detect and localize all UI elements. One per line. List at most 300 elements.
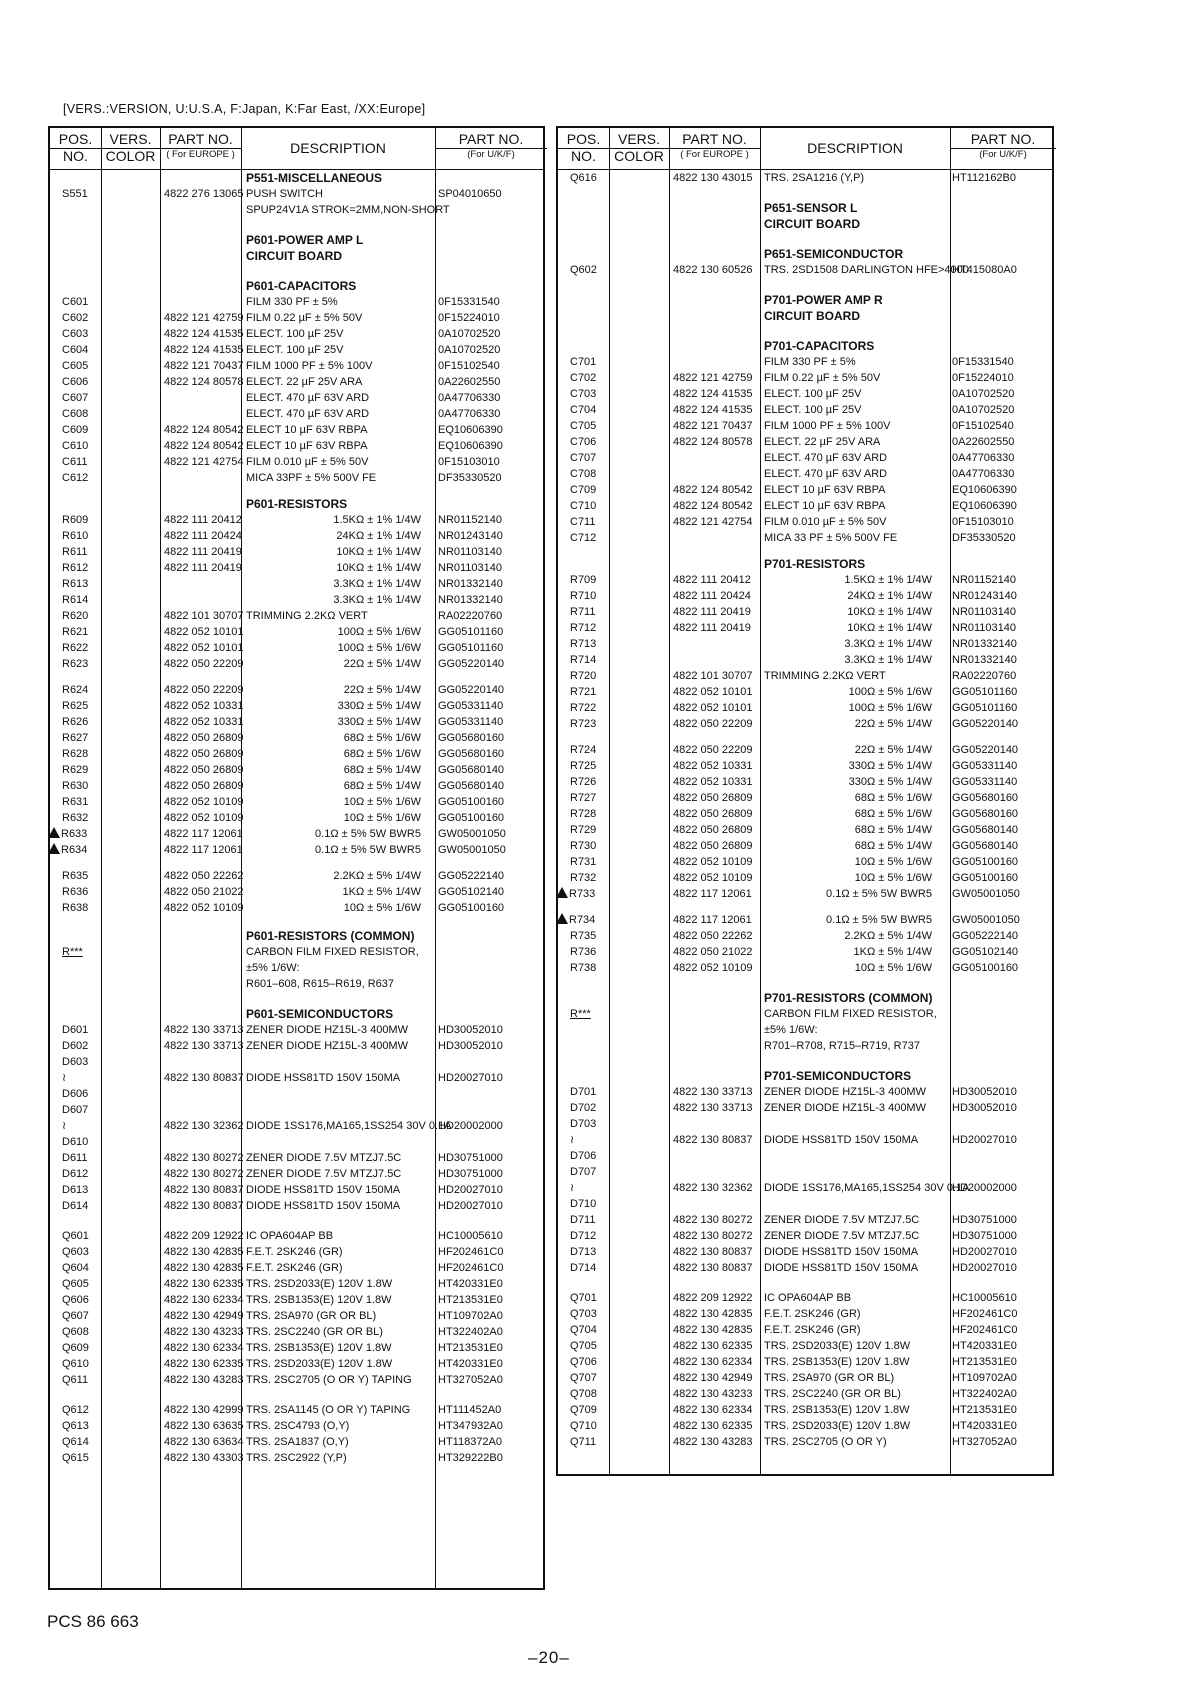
table-row (50, 1308, 543, 1324)
pos-no: Q612 (62, 1404, 89, 1416)
description: 1.5KΩ ± 1% 1/4W (844, 574, 932, 586)
part-no-ukf: EQ10606390 (438, 440, 503, 452)
table-row (558, 854, 1052, 870)
description: 68Ω ± 5% 1/4W (343, 780, 421, 792)
part-no-ukf: HT109702A0 (952, 1372, 1017, 1384)
description: 3.3KΩ ± 1% 1/4W (333, 578, 421, 590)
pos-no: S551 (62, 188, 88, 200)
pos-no: R732 (570, 872, 597, 884)
pos-no: Q616 (570, 172, 597, 184)
part-no-ukf: 0F15102540 (952, 420, 1014, 432)
pos-no: R724 (570, 744, 597, 756)
description: TRS. 2SC2240 (GR OR BL) (764, 1388, 901, 1400)
safety-warning-icon (556, 887, 568, 898)
table-row (558, 700, 1052, 716)
part-no-ukf: HT111452A0 (438, 1404, 502, 1416)
description: 0.1Ω ± 5% 5W BWR5 (826, 914, 932, 926)
part-no: 4822 052 10101 (673, 702, 753, 714)
part-no: 4822 111 20419 (673, 622, 751, 634)
header-pos: POS. NO. (566, 131, 601, 164)
table-row (558, 262, 1052, 278)
table-row (50, 1118, 543, 1134)
table-row (558, 790, 1052, 806)
part-no-ukf: HT112162B0 (952, 172, 1017, 184)
pos-no: R627 (62, 732, 89, 744)
table-row (50, 1134, 543, 1150)
part-no: 4822 050 21022 (673, 946, 753, 958)
part-no-ukf: 0A47706330 (438, 408, 501, 420)
part-no: 4822 101 30707 (673, 670, 753, 682)
section-heading (558, 216, 1052, 232)
description: 22Ω ± 5% 1/4W (343, 658, 421, 670)
description: ELECT. 470 µF 63V ARD (246, 392, 370, 404)
pos-no: D614 (62, 1200, 89, 1212)
table-row (50, 1402, 543, 1418)
part-no-ukf: GG05101160 (438, 642, 504, 654)
part-no: 4822 121 42754 (164, 456, 244, 468)
description: 330Ω ± 5% 1/4W (848, 760, 932, 772)
table-row (558, 604, 1052, 620)
part-no: 4822 130 43015 (673, 172, 753, 184)
table-row (50, 640, 543, 656)
table-row (50, 842, 543, 858)
table-row (558, 1418, 1052, 1434)
table-header (50, 128, 543, 170)
description: DIODE 1SS176,MA165,1SS254 30V 0.1A (764, 1182, 970, 1194)
pos-no: D703 (570, 1118, 597, 1130)
table-row (558, 482, 1052, 498)
part-no: 4822 117 12061 (673, 914, 752, 926)
pos-no: C702 (570, 372, 597, 384)
part-no: 4822 130 62334 (673, 1404, 753, 1416)
pos-no: C708 (570, 468, 597, 480)
part-no: 4822 124 41535 (673, 404, 753, 416)
part-no-ukf: HD20002000 (438, 1120, 503, 1132)
part-no: 4822 124 80542 (673, 500, 753, 512)
part-no: 4822 130 80837 (673, 1246, 753, 1258)
description: TRS. 2SD1508 DARLINGTON HFE>4000 (764, 264, 969, 276)
pos-no: Q605 (62, 1278, 89, 1290)
pos-no: Q701 (570, 1292, 597, 1304)
description: TRS. 2SA1145 (O OR Y) TAPING (246, 1404, 411, 1416)
part-no: 4822 209 12922 (673, 1292, 753, 1304)
part-no-ukf: NR01103140 (438, 546, 503, 558)
part-no-ukf: HT415080A0 (952, 264, 1017, 276)
part-no-ukf: NR01332140 (952, 638, 1017, 650)
part-no: 4822 050 22209 (673, 718, 753, 730)
part-no-ukf: NR01332140 (438, 594, 503, 606)
description: DIODE 1SS176,MA165,1SS254 30V 0.1A (246, 1120, 452, 1132)
table-row (558, 806, 1052, 822)
table-row (558, 822, 1052, 838)
part-no: 4822 130 80837 (673, 1262, 753, 1274)
part-no-ukf: GG05331140 (952, 776, 1018, 788)
header-description: DESCRIPTION (290, 140, 386, 156)
table-row (50, 746, 543, 762)
part-no-ukf: HT420331E0 (438, 1358, 503, 1370)
section-heading (558, 200, 1052, 216)
description: F.E.T. 2SK246 (GR) (246, 1262, 343, 1274)
pos-no: C606 (62, 376, 89, 388)
description: ZENER DIODE 7.5V MTZJ7.5C (246, 1152, 402, 1164)
description: 22Ω ± 5% 1/4W (854, 718, 932, 730)
table-row (50, 560, 543, 576)
description: 68Ω ± 5% 1/6W (854, 792, 932, 804)
description: ZENER DIODE 7.5V MTZJ7.5C (764, 1214, 920, 1226)
pos-no: R628 (62, 748, 89, 760)
part-no-ukf: HT213531E0 (952, 1404, 1017, 1416)
part-no-ukf: GG05100160 (952, 962, 1019, 974)
part-no-ukf: HD20027010 (952, 1134, 1017, 1146)
description: TRS. 2SC4793 (O,Y) (246, 1420, 350, 1432)
pos-no: ≀ (570, 1182, 575, 1194)
part-no-ukf: HT327052A0 (438, 1374, 503, 1386)
table-row (558, 870, 1052, 886)
description: ZENER DIODE HZ15L-3 400MW (246, 1040, 408, 1052)
part-no: 4822 050 26809 (673, 808, 753, 820)
part-no: 4822 111 20424 (164, 530, 242, 542)
pos-no: Q614 (62, 1436, 89, 1448)
part-no-ukf: HT213531E0 (952, 1356, 1017, 1368)
section-title: CIRCUIT BOARD (246, 249, 342, 263)
pos-no: Q707 (570, 1372, 597, 1384)
description: 3.3KΩ ± 1% 1/4W (844, 638, 932, 650)
description: F.E.T. 2SK246 (GR) (764, 1308, 861, 1320)
part-no: 4822 052 10109 (673, 962, 753, 974)
pos-no: C703 (570, 388, 597, 400)
section-heading (558, 990, 1052, 1006)
part-no-ukf: 0F15103010 (438, 456, 500, 468)
description: FILM 0.010 µF ± 5% 50V (764, 516, 887, 528)
pos-no: Q709 (570, 1404, 597, 1416)
part-no-ukf: HD30052010 (952, 1086, 1017, 1098)
section-heading (558, 292, 1052, 308)
part-no-ukf: HF202461C0 (952, 1324, 1018, 1336)
description: TRS. 2SC2240 (GR OR BL) (246, 1326, 383, 1338)
table-row (50, 186, 543, 202)
description: TRS. 2SC2922 (Y,P) (246, 1452, 347, 1464)
part-no-ukf: 0F15224010 (438, 312, 500, 324)
part-no: 4822 130 32362 (164, 1120, 244, 1132)
table-row (50, 422, 543, 438)
part-no: 4822 130 33713 (164, 1024, 244, 1036)
part-no-ukf: GG05102140 (438, 886, 505, 898)
part-no: 4822 130 63634 (164, 1436, 244, 1448)
pos-no: Q710 (570, 1420, 597, 1432)
part-no-ukf: GW05001050 (952, 888, 1020, 900)
part-no-ukf: HD20027010 (438, 1072, 503, 1084)
pos-no: C608 (62, 408, 89, 420)
part-no-ukf: HT109702A0 (438, 1310, 503, 1322)
part-no: 4822 117 12061 (673, 888, 752, 900)
part-no-ukf: GG05100160 (438, 812, 505, 824)
pos-no: R629 (62, 764, 89, 776)
pos-no: R720 (570, 670, 597, 682)
description: FILM 1000 PF ± 5% 100V (764, 420, 891, 432)
part-no: 4822 130 62334 (673, 1356, 753, 1368)
part-no-ukf: NR01103140 (952, 622, 1017, 634)
part-no-ukf: NR01152140 (952, 574, 1017, 586)
table-row (558, 572, 1052, 588)
description: TRIMMING 2.2KΩ VERT (246, 610, 368, 622)
part-no-ukf: HT322402A0 (952, 1388, 1017, 1400)
part-no-ukf: GG05680140 (952, 840, 1019, 852)
description: 24KΩ ± 1% 1/4W (336, 530, 421, 542)
part-no-ukf: GG05680140 (438, 780, 505, 792)
pos-no: R712 (570, 622, 597, 634)
description: ZENER DIODE HZ15L-3 400MW (764, 1102, 926, 1114)
pos-no: C706 (570, 436, 597, 448)
table-row (50, 1182, 543, 1198)
part-no-ukf: 0A10702520 (952, 404, 1015, 416)
pos-no: D603 (62, 1056, 89, 1068)
section-title: P601-POWER AMP L (246, 233, 364, 247)
part-no-ukf: GW05001050 (952, 914, 1020, 926)
part-no: 4822 130 33713 (673, 1102, 753, 1114)
pos-no: Q611 (62, 1374, 89, 1386)
table-row (50, 762, 543, 778)
table-header (558, 128, 1052, 170)
pos-no: ≀ (62, 1120, 67, 1132)
description: 100Ω ± 5% 1/6W (337, 626, 421, 638)
pos-no: R735 (570, 930, 597, 942)
pos-no: D607 (62, 1104, 89, 1116)
table-row (558, 1290, 1052, 1306)
pos-no: C711 (570, 516, 596, 528)
section-title: P701-RESISTORS (COMMON) (764, 991, 933, 1005)
table-row (50, 358, 543, 374)
part-no-ukf: HD30052010 (438, 1024, 503, 1036)
part-no-ukf: EQ10606390 (952, 500, 1017, 512)
part-no-ukf: HF202461C0 (438, 1246, 504, 1258)
part-no-ukf: HT213531E0 (438, 1342, 503, 1354)
pos-no: D707 (570, 1166, 597, 1178)
part-no: 4822 130 43283 (164, 1374, 244, 1386)
description: DIODE HSS81TD 150V 150MA (246, 1184, 401, 1196)
table-row (50, 1166, 543, 1182)
description: 330Ω ± 5% 1/4W (848, 776, 932, 788)
pos-no: D612 (62, 1168, 89, 1180)
part-no: 4822 101 30707 (164, 610, 244, 622)
table-row (558, 1434, 1052, 1450)
pos-no: R729 (570, 824, 597, 836)
pos-no: R623 (62, 658, 89, 670)
part-no-ukf: HD20027010 (952, 1246, 1017, 1258)
table-row (50, 900, 543, 916)
part-no: 4822 050 26809 (164, 748, 244, 760)
section-title: P701-RESISTORS (764, 557, 866, 571)
pos-no: R638 (62, 902, 89, 914)
pos-no: C612 (62, 472, 89, 484)
part-no-ukf: HD20027010 (438, 1184, 503, 1196)
description: ELECT. 22 µF 25V ARA (246, 376, 363, 388)
part-no-ukf: GG05100160 (952, 872, 1019, 884)
description: ZENER DIODE 7.5V MTZJ7.5C (246, 1168, 402, 1180)
part-no: 4822 130 60526 (673, 264, 753, 276)
pos-no: R620 (62, 610, 89, 622)
table-row (558, 774, 1052, 790)
part-no-ukf: GG05680160 (952, 808, 1019, 820)
table-row (50, 374, 543, 390)
safety-warning-icon (48, 843, 60, 854)
part-no-ukf: GG05220140 (952, 718, 1019, 730)
table-row (558, 1386, 1052, 1402)
table-row (558, 498, 1052, 514)
section-title: P601-CAPACITORS (246, 279, 357, 293)
part-no-ukf: 0A10702520 (438, 344, 501, 356)
description: 2.2KΩ ± 5% 1/4W (844, 930, 932, 942)
description: 0.1Ω ± 5% 5W BWR5 (826, 888, 932, 900)
table-row (50, 592, 543, 608)
part-no: 4822 130 62335 (673, 1420, 753, 1432)
part-no: 4822 117 12061 (164, 844, 243, 856)
description: ELECT. 100 µF 25V (764, 388, 862, 400)
table-row (50, 794, 543, 810)
table-row (558, 838, 1052, 854)
part-no-ukf: GG05102140 (952, 946, 1019, 958)
pos-no: R*** (62, 946, 83, 958)
part-no-ukf: GG05331140 (952, 760, 1018, 772)
table-row (50, 1244, 543, 1260)
pos-no: R736 (570, 946, 597, 958)
part-no: 4822 130 62335 (164, 1278, 244, 1290)
part-no-ukf: GG05220140 (438, 658, 505, 670)
part-no-ukf: HT329222B0 (438, 1452, 503, 1464)
table-row (50, 714, 543, 730)
pos-no: R614 (62, 594, 89, 606)
pos-no: C603 (62, 328, 89, 340)
table-row (50, 960, 543, 976)
description: 100Ω ± 5% 1/6W (848, 686, 932, 698)
pos-no: C611 (62, 456, 88, 468)
part-no: 4822 124 80542 (673, 484, 753, 496)
section-heading (558, 308, 1052, 324)
description: TRS. 2SD2033(E) 120V 1.8W (764, 1340, 911, 1352)
pos-no: Q704 (570, 1324, 597, 1336)
pos-no: R738 (570, 962, 597, 974)
table-row (50, 1292, 543, 1308)
section-title: CIRCUIT BOARD (764, 217, 860, 231)
section-title: P701-POWER AMP R (764, 293, 883, 307)
table-row (558, 620, 1052, 636)
description: TRS. 2SA970 (GR OR BL) (764, 1372, 895, 1384)
pos-no: Q609 (62, 1342, 89, 1354)
description: ±5% 1/6W: (764, 1024, 818, 1036)
table-row (558, 530, 1052, 546)
pos-no: Q615 (62, 1452, 89, 1464)
pos-no: R611 (62, 546, 88, 558)
part-no-ukf: 0A47706330 (952, 468, 1015, 480)
pos-no: ≀ (62, 1072, 67, 1084)
pos-no: R631 (62, 796, 89, 808)
pos-no: R730 (570, 840, 597, 852)
section-title: P701-CAPACITORS (764, 339, 875, 353)
description: F.E.T. 2SK246 (GR) (764, 1324, 861, 1336)
pos-no: R714 (570, 654, 597, 666)
table-row (50, 1372, 543, 1388)
description: ELECT. 22 µF 25V ARA (764, 436, 881, 448)
pos-no: Q601 (62, 1230, 89, 1242)
table-row (558, 1038, 1052, 1054)
part-no-ukf: GG05101160 (952, 686, 1018, 698)
pos-no: Q708 (570, 1388, 597, 1400)
part-no-ukf: NR01152140 (438, 514, 503, 526)
description: 10KΩ ± 1% 1/4W (336, 562, 421, 574)
description: ELECT 10 µF 63V RBPA (764, 484, 886, 496)
table-row (50, 976, 543, 992)
description: 10KΩ ± 1% 1/4W (336, 546, 421, 558)
pos-no: R731 (570, 856, 597, 868)
section-title: P601-RESISTORS (COMMON) (246, 929, 415, 943)
section-title: P701-SEMICONDUCTORS (764, 1069, 912, 1083)
table-row (50, 778, 543, 794)
part-no: 4822 124 80578 (673, 436, 753, 448)
table-row (50, 390, 543, 406)
part-no-ukf: HT322402A0 (438, 1326, 503, 1338)
description: TRS. 2SA1837 (O,Y) (246, 1436, 349, 1448)
table-row (50, 310, 543, 326)
part-no: 4822 121 42759 (164, 312, 244, 324)
table-row (558, 434, 1052, 450)
table-row (50, 202, 543, 218)
table-row (50, 608, 543, 624)
section-heading (50, 232, 543, 248)
description: 68Ω ± 5% 1/6W (343, 748, 421, 760)
header-part-no-ukf: PART NO. (For U/K/F) (458, 131, 524, 160)
part-no-ukf: GG05680160 (438, 732, 505, 744)
table-row (50, 1086, 543, 1102)
pos-no: R636 (62, 886, 89, 898)
description: DIODE HSS81TD 150V 150MA (764, 1134, 919, 1146)
pos-no: R713 (570, 638, 597, 650)
table-row (558, 370, 1052, 386)
pos-no: R709 (570, 574, 597, 586)
part-no-ukf: HF202461C0 (438, 1262, 504, 1274)
pos-no: R721 (570, 686, 597, 698)
part-no-ukf: HF202461C0 (952, 1308, 1018, 1320)
table-row (558, 758, 1052, 774)
description: ELECT. 470 µF 63V ARD (764, 468, 888, 480)
part-no-ukf: NR01103140 (952, 606, 1017, 618)
part-no: 4822 130 80837 (164, 1184, 244, 1196)
part-no: 4822 130 80837 (164, 1200, 244, 1212)
table-row (558, 928, 1052, 944)
description: TRS. 2SB1353(E) 120V 1.8W (246, 1294, 392, 1306)
part-no: 4822 052 10109 (673, 856, 753, 868)
part-no: 4822 052 10331 (673, 760, 753, 772)
table-row (558, 1116, 1052, 1132)
pos-no: R635 (62, 870, 89, 882)
description: IC OPA604AP BB (246, 1230, 334, 1242)
part-no: 4822 124 80542 (164, 440, 244, 452)
pos-no: R734 (556, 912, 595, 928)
pos-no: D712 (570, 1230, 597, 1242)
part-no: 4822 130 62335 (673, 1340, 753, 1352)
part-no-ukf: HD30052010 (952, 1102, 1017, 1114)
section-heading (50, 248, 543, 264)
part-no-ukf: GG05220140 (438, 684, 505, 696)
table-row (50, 1434, 543, 1450)
part-no-ukf: NR01243140 (952, 590, 1017, 602)
pos-no: Q602 (570, 264, 597, 276)
table-row (558, 588, 1052, 604)
section-heading (50, 170, 543, 186)
table-row (558, 1180, 1052, 1196)
pos-no: C602 (62, 312, 89, 324)
part-no: 4822 130 43303 (164, 1452, 244, 1464)
part-no-ukf: GG05100160 (438, 902, 505, 914)
part-no: 4822 050 22262 (164, 870, 244, 882)
